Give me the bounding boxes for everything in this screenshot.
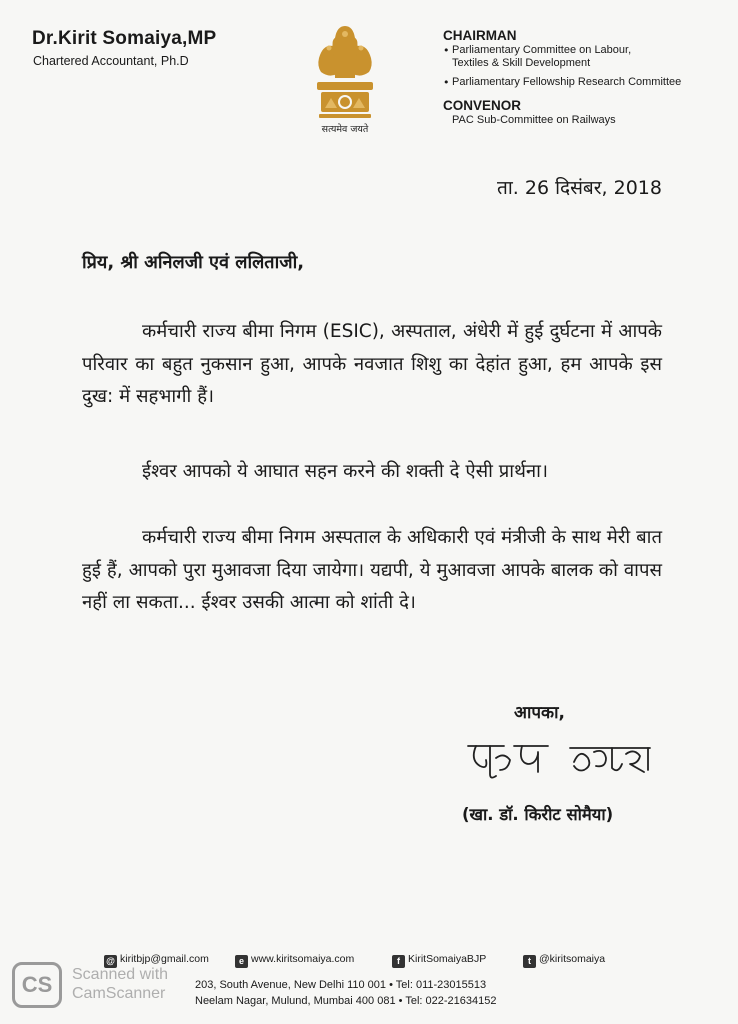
convenor-item: PAC Sub-Committee on Railways [452, 114, 616, 126]
committee-item: Parliamentary Committee on Labour, [452, 44, 632, 56]
bullet-icon: • [443, 76, 450, 89]
emblem-motto: सत्यमेव जयते [321, 124, 369, 135]
salutation: प्रिय, श्री अनिलजी एवं ललिताजी, [82, 252, 305, 273]
address-delhi: 203, South Avenue, New Delhi 110 001 • Tel: 011-23015513 [195, 979, 487, 991]
footer-facebook: f KiritSomaiyaBJP [392, 953, 486, 968]
camscanner-logo-icon: CS [12, 962, 62, 1008]
facebook-icon: f [392, 955, 405, 968]
handwritten-signature [462, 738, 662, 788]
footer-email: @ kiritbjp@gmail.com [104, 953, 209, 968]
signer-name: (खा. डॉ. किरीट सोमैया) [462, 805, 614, 824]
footer-website: e www.kiritsomaiya.com [235, 953, 354, 968]
sender-name: Dr.Kirit Somaiya,MP [32, 28, 217, 49]
convenor-heading: CONVENOR [443, 98, 522, 113]
committee-item: Parliamentary Fellowship Research Committee [452, 76, 682, 88]
letter-date: ता. 26 दिसंबर, 2018 [497, 177, 662, 199]
footer-contacts [104, 951, 664, 971]
twitter-icon: t [523, 955, 536, 968]
body-paragraph: कर्मचारी राज्य बीमा निगम अस्पताल के अधिकारी एवं मंत्रीजी के साथ मेरी बात हुई हैं, आपको पुरा मुआवजा दिया जायेगा। यद्यपी, ये मुआवजा आपके बालक को वापस नहीं ला सकता... ईश्वर उसकी आत्मा को शांती दे। [82, 527, 662, 613]
address-mumbai: Neelam Nagar, Mulund, Mumbai 400 081 • Tel: 022-21634152 [195, 995, 497, 1007]
body-paragraph: कर्मचारी राज्य बीमा निगम (ESIC), अस्पताल, अंधेरी में हुई दुर्घटना में आपके परिवार का बहुत नुकसान हुआ, आपके नवजात शिशु का देहांत हुआ, हम आपके इस दुख: में सहभागी हैं। [82, 321, 662, 407]
body-paragraph: ईश्वर आपको ये आघात सहन करने की शक्ती दे ऐसी प्रार्थना। [142, 461, 548, 482]
camscanner-watermark: Scanned with CamScanner [72, 966, 169, 1002]
email-icon: @ [104, 955, 117, 968]
web-icon: e [235, 955, 248, 968]
sender-qualification: Chartered Accountant, Ph.D [33, 54, 189, 68]
committee-item: Textiles & Skill Development [452, 57, 591, 69]
chairman-heading: CHAIRMAN [443, 28, 517, 43]
closing: आपका, [514, 703, 565, 723]
bullet-icon: • [443, 44, 450, 57]
footer-twitter: t @kiritsomaiya [523, 953, 605, 968]
